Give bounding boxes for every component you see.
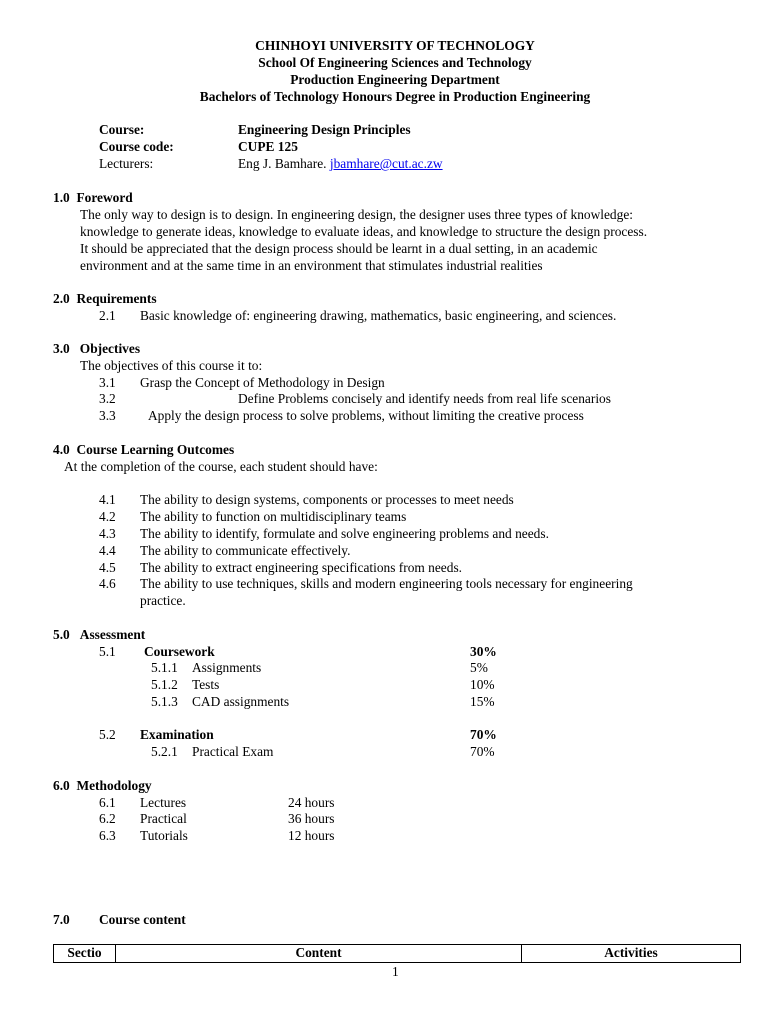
- outcome-text: The ability to design systems, components or processes to meet needs: [140, 492, 514, 507]
- course-content-table: [53, 944, 741, 963]
- lecturers-label: Lecturers:: [99, 156, 154, 171]
- methodology-number: 6.1: [99, 795, 116, 810]
- assessment-sub-number: 5.1.2: [151, 677, 178, 692]
- table-header-section: Sectio: [54, 945, 116, 963]
- outcome-number: 4.6: [99, 576, 116, 591]
- assessment-group-number: 5.2: [99, 727, 116, 742]
- outcome-text: The ability to extract engineering specifications from needs.: [140, 560, 463, 575]
- outcome-number: 4.2: [99, 509, 116, 524]
- page-number: 1: [392, 964, 399, 979]
- assessment-sub-label: CAD assignments: [192, 694, 290, 709]
- university-name: CHINHOYI UNIVERSITY OF TECHNOLOGY: [255, 38, 535, 53]
- assessment-group-value: 70%: [470, 727, 497, 742]
- assessment-sub-label: Tests: [192, 677, 220, 692]
- foreword-line: knowledge to generate ideas, knowledge to evaluate ideas, and knowledge to structure the design process.: [80, 224, 648, 239]
- requirement-number: 2.1: [99, 308, 116, 323]
- course-code-label: Course code:: [99, 139, 174, 154]
- outcome-number: 4.5: [99, 560, 116, 575]
- outcome-text: The ability to identify, formulate and solve engineering problems and needs.: [140, 526, 549, 541]
- section-heading-course-content: Course content: [99, 912, 186, 927]
- assessment-sub-label: Practical Exam: [192, 744, 274, 759]
- methodology-label: Lectures: [140, 795, 187, 810]
- objective-text: Grasp the Concept of Methodology in Design: [140, 375, 385, 390]
- lecturers-value: [238, 156, 443, 173]
- objective-number: 3.3: [99, 408, 116, 423]
- section-heading-number-course-content: 7.0: [53, 912, 70, 927]
- methodology-label: Tutorials: [140, 828, 188, 843]
- assessment-sub-number: 5.1.3: [151, 694, 178, 709]
- objective-number: 3.2: [99, 391, 116, 406]
- outcome-text: The ability to function on multidisciplinary teams: [140, 509, 407, 524]
- requirement-text: Basic knowledge of: engineering drawing, mathematics, basic engineering, and sciences.: [140, 308, 617, 323]
- foreword-line: It should be appreciated that the design process should be learnt in a dual setting, in an academic: [80, 241, 598, 256]
- outcome-number: 4.4: [99, 543, 116, 558]
- methodology-hours: 24 hours: [288, 795, 335, 810]
- foreword-line: environment and at the same time in an environment that stimulates industrial realities: [80, 258, 543, 273]
- outcome-number: 4.3: [99, 526, 116, 541]
- objective-text: Apply the design process to solve problems, without limiting the creative process: [148, 408, 584, 423]
- methodology-hours: 36 hours: [288, 811, 335, 826]
- course-label: Course:: [99, 122, 145, 137]
- objective-text: Define Problems concisely and identify needs from real life scenarios: [238, 391, 611, 406]
- methodology-label: Practical: [140, 811, 187, 826]
- assessment-group-label: Coursework: [144, 644, 215, 659]
- foreword-line: The only way to design is to design. In engineering design, the designer uses three types of knowledge:: [80, 207, 633, 222]
- section-heading-outcomes: 4.0 Course Learning Outcomes: [53, 442, 235, 457]
- outcomes-intro: At the completion of the course, each student should have:: [64, 459, 378, 474]
- section-heading-assessment: 5.0 Assessment: [53, 627, 146, 642]
- outcome-text: The ability to use techniques, skills and modern engineering tools necessary for engineering: [140, 576, 633, 591]
- department-name: Production Engineering Department: [290, 72, 500, 87]
- assessment-sub-number: 5.2.1: [151, 744, 178, 759]
- objective-number: 3.1: [99, 375, 116, 390]
- course-code-value: CUPE 125: [238, 139, 298, 154]
- assessment-sub-number: 5.1.1: [151, 660, 178, 675]
- table-header-activities: Activities: [522, 945, 741, 963]
- lecturer-email-link[interactable]: jbamhare@cut.ac.zw: [329, 156, 443, 171]
- methodology-number: 6.2: [99, 811, 116, 826]
- section-heading-objectives: 3.0 Objectives: [53, 341, 141, 356]
- section-heading-foreword: 1.0 Foreword: [53, 190, 133, 205]
- school-name: School Of Engineering Sciences and Technology: [258, 55, 532, 70]
- methodology-hours: 12 hours: [288, 828, 335, 843]
- assessment-sub-value: 15%: [470, 694, 495, 709]
- outcome-text: The ability to communicate effectively.: [140, 543, 351, 558]
- degree-name: Bachelors of Technology Honours Degree in Production Engineering: [199, 89, 591, 104]
- assessment-group-number: 5.1: [99, 644, 116, 659]
- assessment-sub-value: 10%: [470, 677, 495, 692]
- table-header-content: Content: [116, 945, 522, 963]
- assessment-sub-label: Assignments: [192, 660, 262, 675]
- objectives-intro: The objectives of this course it to:: [80, 358, 263, 373]
- section-heading-requirements: 2.0 Requirements: [53, 291, 157, 306]
- assessment-group-value: 30%: [470, 644, 497, 659]
- table-header-row: [54, 945, 741, 963]
- outcome-text-continued: practice.: [140, 593, 186, 608]
- assessment-group-label: Examination: [140, 727, 214, 742]
- lecturer-name: Eng J. Bamhare.: [238, 156, 327, 171]
- assessment-sub-value: 5%: [470, 660, 488, 675]
- course-value: Engineering Design Principles: [238, 122, 411, 137]
- assessment-sub-value: 70%: [470, 744, 495, 759]
- methodology-number: 6.3: [99, 828, 116, 843]
- outcome-number: 4.1: [99, 492, 116, 507]
- section-heading-methodology: 6.0 Methodology: [53, 778, 152, 793]
